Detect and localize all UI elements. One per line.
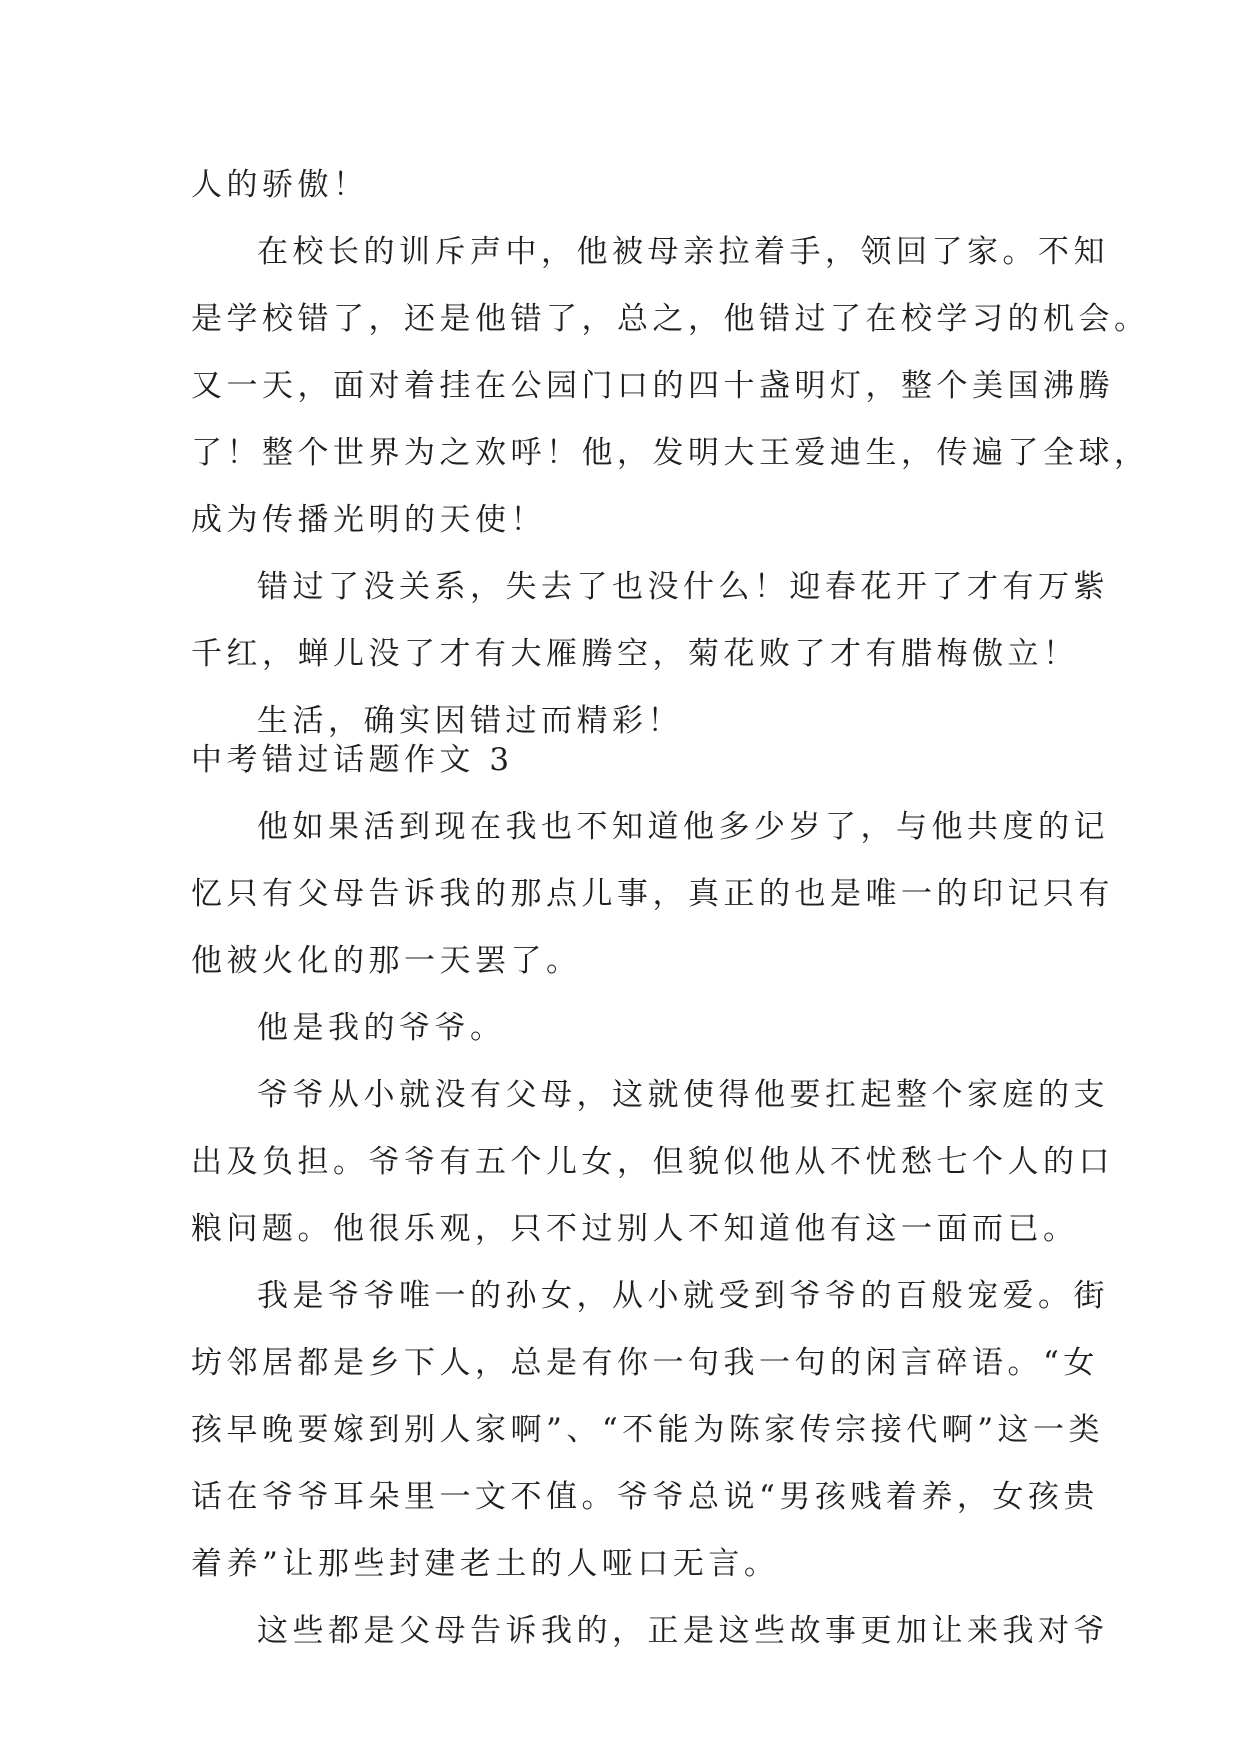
paragraph-start-line: 他如果活到现在我也不知道他多少岁了，与他共度的记 bbox=[257, 809, 1109, 845]
text-line: 成为传播光明的天使！ bbox=[191, 502, 546, 538]
text-line: 了！整个世界为之欢呼！他，发明大王爱迪生，传遍了全球， bbox=[191, 435, 1150, 471]
text-line: 千红，蝉儿没了才有大雁腾空，菊花败了才有腊梅傲立！ bbox=[191, 636, 1079, 672]
paragraph-start-line: 这些都是父母告诉我的，正是这些故事更加让来我对爷 bbox=[257, 1613, 1109, 1649]
text-line: 出及负担。爷爷有五个儿女，但貌似他从不忧愁七个人的口 bbox=[191, 1144, 1114, 1180]
text-line: 着养”让那些封建老土的人哑口无言。 bbox=[191, 1546, 780, 1582]
text-line: 他被火化的那一天罢了。 bbox=[191, 943, 582, 979]
text-line: 坊邻居都是乡下人，总是有你一句我一句的闲言碎语。“女 bbox=[191, 1345, 1099, 1381]
essay-title: 中考错过话题作文 3 bbox=[191, 742, 514, 778]
paragraph-start-line: 错过了没关系，失去了也没什么！迎春花开了才有万紫 bbox=[257, 569, 1109, 605]
text-line: 人的骄傲！ bbox=[191, 167, 369, 203]
essay-continuation bbox=[191, 152, 1150, 755]
text-line: 粮问题。他很乐观，只不过别人不知道他有这一面而已。 bbox=[191, 1211, 1079, 1247]
paragraph-start-line: 生活，确实因错过而精彩！ bbox=[257, 703, 683, 739]
text-line: 是学校错了，还是他错了，总之，他错过了在校学习的机会。 bbox=[191, 301, 1150, 337]
essay-3 bbox=[191, 727, 1114, 1665]
paragraph-start-line: 在校长的训斥声中，他被母亲拉着手，领回了家。不知 bbox=[257, 234, 1109, 270]
text-line: 忆只有父母告诉我的那点儿事，真正的也是唯一的印记只有 bbox=[191, 876, 1114, 912]
paragraph-start-line: 他是我的爷爷。 bbox=[257, 1010, 506, 1046]
paragraph-start-line: 爷爷从小就没有父母，这就使得他要扛起整个家庭的支 bbox=[257, 1077, 1109, 1113]
paragraph-start-line: 我是爷爷唯一的孙女，从小就受到爷爷的百般宠爱。街 bbox=[257, 1278, 1109, 1314]
text-line: 话在爷爷耳朵里一文不值。爷爷总说“男孩贱着养，女孩贵 bbox=[191, 1479, 1099, 1515]
text-line: 孩早晚要嫁到别人家啊”、“不能为陈家传宗接代啊”这一类 bbox=[191, 1412, 1105, 1448]
text-line: 又一天，面对着挂在公园门口的四十盏明灯，整个美国沸腾 bbox=[191, 368, 1114, 404]
